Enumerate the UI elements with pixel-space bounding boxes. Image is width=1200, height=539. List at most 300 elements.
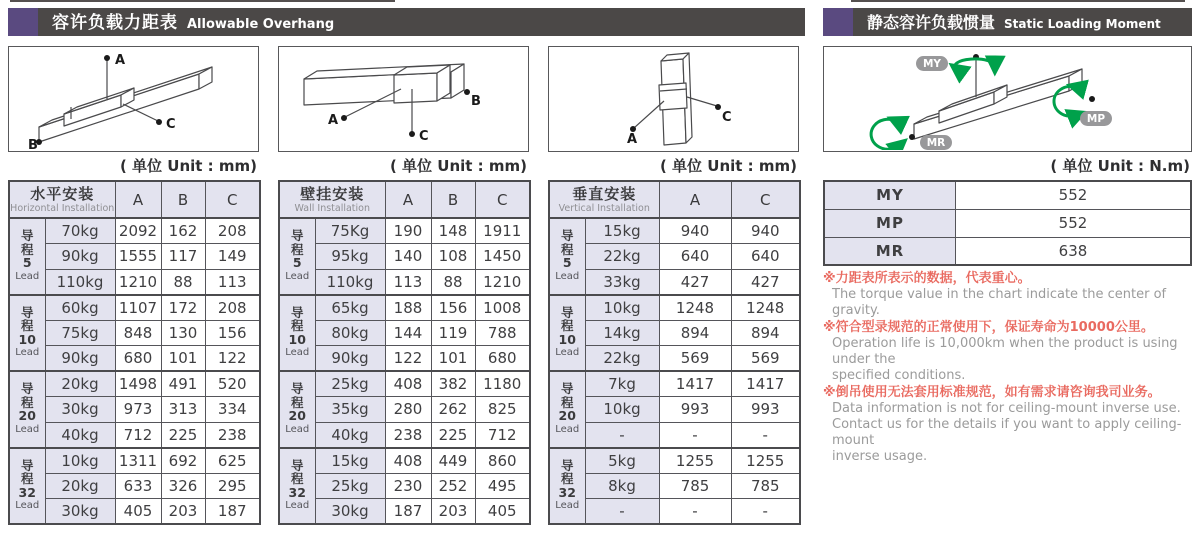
unit-label: ( 单位 Unit : mm) xyxy=(389,157,527,175)
lead-char: 导 xyxy=(560,304,574,320)
overhang-table-wall xyxy=(278,180,531,525)
lead-char: 导 xyxy=(560,381,574,397)
value-cell: 230 xyxy=(385,473,431,499)
point-a-label: A xyxy=(328,113,339,128)
value-cell: 973 xyxy=(115,397,161,423)
my-badge xyxy=(916,56,948,71)
diagram-vertical-installation xyxy=(548,46,799,152)
value-cell: 113 xyxy=(205,269,260,295)
moment-value: 552 xyxy=(956,209,1192,237)
load-cell: 70kg xyxy=(45,218,115,244)
load-cell: 30kg xyxy=(315,499,385,525)
lead-char: 导 xyxy=(560,228,574,244)
lead-number: 20 xyxy=(18,408,36,424)
table-row xyxy=(279,448,530,474)
lead-char: 程 xyxy=(20,394,34,410)
vertical-rail-diagram xyxy=(549,47,797,150)
load-cell: 7kg xyxy=(585,371,659,397)
value-cell: 569 xyxy=(731,346,800,372)
load-cell: 20kg xyxy=(45,473,115,499)
unit-label: ( 单位 Unit : mm) xyxy=(659,157,797,175)
value-cell: 1311 xyxy=(115,448,161,474)
value-cell: 1911 xyxy=(475,218,530,244)
value-cell: 1255 xyxy=(731,448,800,474)
value-cell: 225 xyxy=(161,422,205,448)
value-cell: 520 xyxy=(205,371,260,397)
value-cell: 148 xyxy=(431,218,475,244)
lead-en-label: Lead xyxy=(555,423,580,435)
table-row xyxy=(279,320,530,346)
value-cell: 238 xyxy=(385,422,431,448)
load-cell: 65kg xyxy=(315,295,385,321)
value-cell: 140 xyxy=(385,244,431,270)
value-cell: 252 xyxy=(431,473,475,499)
table-row xyxy=(279,346,530,372)
value-cell: 238 xyxy=(205,422,260,448)
load-cell: 110kg xyxy=(45,269,115,295)
table-row xyxy=(9,218,260,244)
load-cell: 8kg xyxy=(585,473,659,499)
table-row xyxy=(279,218,530,244)
lead-char: 程 xyxy=(290,471,304,487)
value-cell: 188 xyxy=(385,295,431,321)
value-cell: 1255 xyxy=(659,448,731,474)
lead-group-label xyxy=(279,448,315,525)
mp-badge xyxy=(1080,111,1112,126)
page-top-rule-right xyxy=(851,0,1185,2)
table-row xyxy=(9,295,260,321)
table-row xyxy=(549,371,800,397)
point-a-label: A xyxy=(115,53,126,68)
value-cell: 692 xyxy=(161,448,205,474)
table-header-row xyxy=(549,181,800,218)
load-cell: 15kg xyxy=(585,218,659,244)
unit-label: ( 单位 Unit : mm) xyxy=(119,157,257,175)
value-cell: 382 xyxy=(431,371,475,397)
value-cell: 427 xyxy=(659,269,731,295)
value-cell: 208 xyxy=(205,295,260,321)
point-a-dot xyxy=(341,115,347,121)
section-title-zh: 容许负载力距表 xyxy=(52,13,178,33)
load-cell: 35kg xyxy=(315,397,385,423)
wall-rail-diagram xyxy=(279,47,527,150)
lead-group-label xyxy=(549,371,585,448)
load-cell: 40kg xyxy=(315,422,385,448)
load-cell: 14kg xyxy=(585,320,659,346)
value-cell: 1498 xyxy=(115,371,161,397)
moment-table xyxy=(823,180,1192,266)
table-header-row xyxy=(9,181,260,218)
load-cell: 33kg xyxy=(585,269,659,295)
load-cell: 75Kg xyxy=(315,218,385,244)
table-row xyxy=(279,295,530,321)
accent-square xyxy=(8,8,38,36)
value-cell: 2092 xyxy=(115,218,161,244)
table-row xyxy=(549,269,800,295)
table-row xyxy=(549,448,800,474)
moment-label: MP xyxy=(824,209,956,237)
table-row xyxy=(279,244,530,270)
lead-number: 32 xyxy=(558,484,576,500)
table-row xyxy=(549,218,800,244)
value-cell: 1417 xyxy=(731,371,800,397)
lead-en-label: Lead xyxy=(285,423,310,435)
value-cell: 427 xyxy=(731,269,800,295)
value-cell: 1417 xyxy=(659,371,731,397)
overhang-table-horizontal xyxy=(8,180,261,525)
point-a-dot xyxy=(104,55,110,61)
table-row xyxy=(549,499,800,525)
value-cell: 1450 xyxy=(475,244,530,270)
moment-row xyxy=(824,209,1191,237)
installation-type-header xyxy=(279,181,385,218)
value-cell: 495 xyxy=(475,473,530,499)
lead-en-label: Lead xyxy=(285,500,310,512)
value-cell: 187 xyxy=(385,499,431,525)
value-cell: 119 xyxy=(431,320,475,346)
lead-char: 程 xyxy=(20,241,34,257)
lead-group-label xyxy=(549,295,585,372)
table-row xyxy=(549,295,800,321)
diagram-wall-installation xyxy=(278,46,529,152)
value-cell: 172 xyxy=(161,295,205,321)
panel-vertical-installation xyxy=(548,46,799,525)
installation-name-en: Vertical Installation xyxy=(558,202,650,214)
mr-rotation-arrow xyxy=(871,119,900,149)
value-cell: 101 xyxy=(161,346,205,372)
mp-badge-label: MP xyxy=(1086,113,1106,125)
load-cell: 95kg xyxy=(315,244,385,270)
allowable-overhang-header xyxy=(8,8,805,36)
value-cell: 491 xyxy=(161,371,205,397)
load-cell: 22kg xyxy=(585,346,659,372)
mr-badge-label: MR xyxy=(926,137,946,149)
installation-name-en: Wall Installation xyxy=(294,202,371,214)
horizontal-rail-diagram xyxy=(9,47,257,150)
moment-label: MY xyxy=(824,181,956,209)
note-text-en: inverse usage. xyxy=(832,449,928,464)
value-cell: 894 xyxy=(731,320,800,346)
value-cell: 156 xyxy=(431,295,475,321)
moment-axes-diagram xyxy=(824,47,1190,150)
value-cell: 712 xyxy=(475,422,530,448)
moment-value: 638 xyxy=(956,237,1192,265)
table-row xyxy=(549,346,800,372)
value-cell: - xyxy=(659,422,731,448)
moment-value: 552 xyxy=(956,181,1192,209)
lead-en-label: Lead xyxy=(15,423,40,435)
value-cell: 825 xyxy=(475,397,530,423)
table-row xyxy=(9,244,260,270)
lead-char: 程 xyxy=(560,394,574,410)
value-cell: 848 xyxy=(115,320,161,346)
value-cell: 208 xyxy=(205,218,260,244)
lead-char: 导 xyxy=(20,381,34,397)
panel-horizontal-installation xyxy=(8,46,259,525)
notes-block xyxy=(823,271,1200,465)
load-cell: 10kg xyxy=(45,448,115,474)
static-moment-header xyxy=(823,8,1192,36)
page-top-rule-left xyxy=(10,0,395,2)
lead-group-label xyxy=(549,448,585,525)
lead-en-label: Lead xyxy=(555,500,580,512)
value-cell: 405 xyxy=(475,499,530,525)
load-cell: - xyxy=(585,422,659,448)
lead-number: 5 xyxy=(22,255,32,271)
mp-axis-dot xyxy=(1089,96,1095,102)
table-row xyxy=(549,320,800,346)
unit-label: ( 单位 Unit : N.m) xyxy=(1050,157,1190,175)
point-c-dot xyxy=(715,104,721,110)
value-cell: 122 xyxy=(385,346,431,372)
point-c-label: C xyxy=(166,117,176,132)
value-cell: 785 xyxy=(731,473,800,499)
value-cell: 860 xyxy=(475,448,530,474)
note-text-zh: ※倒吊使用无法套用标准规范，如有需求请咨询我司业务。 xyxy=(823,385,1161,400)
lead-number: 5 xyxy=(562,255,572,271)
value-cell: 940 xyxy=(659,218,731,244)
value-cell: 117 xyxy=(161,244,205,270)
section-title-en: Static Loading Moment xyxy=(1004,17,1161,31)
installation-type-header xyxy=(9,181,115,218)
lead-number: 20 xyxy=(288,408,306,424)
load-cell: 90kg xyxy=(45,244,115,270)
section-title-en: Allowable Overhang xyxy=(187,17,335,32)
value-cell: 680 xyxy=(475,346,530,372)
load-cell: 40kg xyxy=(45,422,115,448)
value-cell: - xyxy=(731,422,800,448)
value-cell: 162 xyxy=(161,218,205,244)
table-row xyxy=(9,269,260,295)
lead-group-label xyxy=(9,371,45,448)
lead-char: 程 xyxy=(290,241,304,257)
lead-char: 程 xyxy=(20,471,34,487)
installation-name-zh: 壁挂安装 xyxy=(300,184,365,203)
note-text-en: Contact us for the details if you want to apply ceiling-mount xyxy=(832,417,1182,448)
table-row xyxy=(9,448,260,474)
value-cell: 144 xyxy=(385,320,431,346)
column-header-a: A xyxy=(385,181,431,218)
value-cell: 108 xyxy=(431,244,475,270)
header-title-bar xyxy=(38,8,805,36)
load-cell: 20kg xyxy=(45,371,115,397)
table-row xyxy=(279,499,530,525)
lead-char: 程 xyxy=(20,318,34,334)
value-cell: 993 xyxy=(731,397,800,423)
value-cell: 405 xyxy=(115,499,161,525)
panel-wall-installation xyxy=(278,46,529,525)
note-text-en: specified conditions. xyxy=(832,368,966,383)
lead-number: 20 xyxy=(558,408,576,424)
value-cell: 130 xyxy=(161,320,205,346)
table-row xyxy=(9,320,260,346)
value-cell: 1210 xyxy=(475,269,530,295)
load-cell: 10kg xyxy=(585,295,659,321)
value-cell: 1248 xyxy=(731,295,800,321)
lead-group-label xyxy=(279,295,315,372)
lead-char: 导 xyxy=(290,381,304,397)
value-cell: 640 xyxy=(731,244,800,270)
load-cell: 25kg xyxy=(315,371,385,397)
value-cell: 313 xyxy=(161,397,205,423)
value-cell: 1555 xyxy=(115,244,161,270)
value-cell: 122 xyxy=(205,346,260,372)
lead-char: 程 xyxy=(560,471,574,487)
installation-type-header xyxy=(549,181,659,218)
value-cell: 203 xyxy=(431,499,475,525)
value-cell: 569 xyxy=(659,346,731,372)
value-cell: - xyxy=(731,499,800,525)
load-cell: 10kg xyxy=(585,397,659,423)
lead-char: 程 xyxy=(290,318,304,334)
value-cell: 785 xyxy=(659,473,731,499)
load-cell: 80kg xyxy=(315,320,385,346)
mr-axis-dot xyxy=(909,134,915,140)
diagram-horizontal-installation xyxy=(8,46,259,152)
table-row xyxy=(279,269,530,295)
lead-en-label: Lead xyxy=(555,347,580,359)
installation-name-zh: 垂直安装 xyxy=(572,184,637,203)
accent-square xyxy=(823,8,853,36)
lead-group-label xyxy=(279,371,315,448)
lead-group-label xyxy=(9,448,45,525)
value-cell: 295 xyxy=(205,473,260,499)
value-cell: - xyxy=(659,499,731,525)
lead-group-label xyxy=(279,218,315,295)
lead-number: 10 xyxy=(558,331,576,347)
lead-number: 32 xyxy=(288,484,306,500)
load-cell: 75kg xyxy=(45,320,115,346)
lead-en-label: Lead xyxy=(555,270,580,282)
lead-char: 程 xyxy=(560,241,574,257)
load-cell: 15kg xyxy=(315,448,385,474)
table-row xyxy=(9,397,260,423)
table-row xyxy=(9,371,260,397)
value-cell: 449 xyxy=(431,448,475,474)
value-cell: 101 xyxy=(431,346,475,372)
value-cell: 280 xyxy=(385,397,431,423)
value-cell: 894 xyxy=(659,320,731,346)
point-b-label: B xyxy=(28,138,38,150)
table-row xyxy=(9,346,260,372)
diagram-moment-axes xyxy=(823,46,1192,152)
column-header-a: A xyxy=(115,181,161,218)
allowable-overhang-section xyxy=(8,8,805,525)
moment-label: MR xyxy=(824,237,956,265)
table-row xyxy=(9,422,260,448)
column-header-b: B xyxy=(161,181,205,218)
mr-badge xyxy=(920,135,952,150)
lead-group-label xyxy=(9,218,45,295)
value-cell: 156 xyxy=(205,320,260,346)
table-row xyxy=(279,473,530,499)
lead-number: 5 xyxy=(292,255,302,271)
value-cell: 113 xyxy=(385,269,431,295)
note-text-zh: ※符合型录规范的正常使用下，保证寿命为10000公里。 xyxy=(823,320,1154,335)
table-row xyxy=(279,371,530,397)
value-cell: 190 xyxy=(385,218,431,244)
point-b-label: B xyxy=(471,94,481,109)
static-loading-moment-section xyxy=(823,8,1192,465)
lead-en-label: Lead xyxy=(285,347,310,359)
lead-en-label: Lead xyxy=(15,347,40,359)
value-cell: 1107 xyxy=(115,295,161,321)
my-rotation-arrow xyxy=(955,59,995,69)
table-row xyxy=(549,397,800,423)
load-cell: - xyxy=(585,499,659,525)
value-cell: 1210 xyxy=(115,269,161,295)
value-cell: 88 xyxy=(431,269,475,295)
lead-number: 10 xyxy=(18,331,36,347)
value-cell: 788 xyxy=(475,320,530,346)
point-c-label: C xyxy=(419,129,429,144)
load-cell: 110kg xyxy=(315,269,385,295)
value-cell: 993 xyxy=(659,397,731,423)
value-cell: 712 xyxy=(115,422,161,448)
value-cell: 408 xyxy=(385,371,431,397)
moment-row xyxy=(824,237,1191,265)
lead-group-label xyxy=(549,218,585,295)
installation-name-zh: 水平安装 xyxy=(30,184,95,203)
lead-number: 32 xyxy=(18,484,36,500)
value-cell: 334 xyxy=(205,397,260,423)
moment-row xyxy=(824,181,1191,209)
value-cell: 187 xyxy=(205,499,260,525)
point-b-dot xyxy=(464,89,470,95)
value-cell: 262 xyxy=(431,397,475,423)
table-row xyxy=(9,473,260,499)
lead-char: 导 xyxy=(290,304,304,320)
value-cell: 149 xyxy=(205,244,260,270)
lead-char: 程 xyxy=(560,318,574,334)
section-title-zh: 静态容许负载惯量 xyxy=(867,13,996,32)
lead-char: 导 xyxy=(290,457,304,473)
value-cell: 203 xyxy=(161,499,205,525)
point-c-label: C xyxy=(722,110,732,125)
load-cell: 30kg xyxy=(45,397,115,423)
column-header-c: C xyxy=(731,181,800,218)
value-cell: 1008 xyxy=(475,295,530,321)
load-cell: 5kg xyxy=(585,448,659,474)
header-title-bar xyxy=(853,8,1192,36)
table-header-row xyxy=(279,181,530,218)
value-cell: 940 xyxy=(731,218,800,244)
load-cell: 90kg xyxy=(45,346,115,372)
note-text-en: Operation life is 10,000km when the product is using under the xyxy=(832,336,1178,367)
lead-char: 程 xyxy=(290,394,304,410)
value-cell: 88 xyxy=(161,269,205,295)
load-cell: 90kg xyxy=(315,346,385,372)
value-cell: 326 xyxy=(161,473,205,499)
table-row xyxy=(279,422,530,448)
lead-char: 导 xyxy=(20,304,34,320)
lead-number: 10 xyxy=(288,331,306,347)
value-cell: 680 xyxy=(115,346,161,372)
note-text-en: The torque value in the chart indicate the center of gravity. xyxy=(832,287,1167,318)
value-cell: 625 xyxy=(205,448,260,474)
column-header-a: A xyxy=(659,181,731,218)
column-header-c: C xyxy=(475,181,530,218)
lead-en-label: Lead xyxy=(15,500,40,512)
lead-en-label: Lead xyxy=(15,270,40,282)
load-cell: 60kg xyxy=(45,295,115,321)
note-text-en: Data information is not for ceiling-mount inverse use. xyxy=(832,401,1181,416)
value-cell: 1180 xyxy=(475,371,530,397)
table-row xyxy=(9,499,260,525)
table-row xyxy=(279,397,530,423)
point-c-dot xyxy=(409,131,415,137)
note-text-zh: ※力距表所表示的数据，代表重心。 xyxy=(823,271,1031,286)
